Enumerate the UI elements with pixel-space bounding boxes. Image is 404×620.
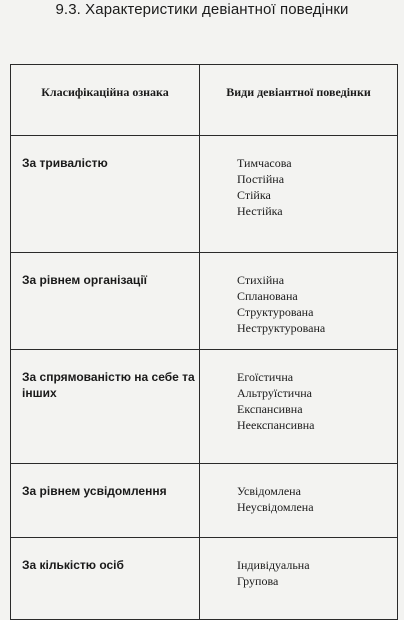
criterion-cell: За тривалістю — [11, 136, 200, 253]
type-item: Неусвідомлена — [237, 500, 314, 514]
types-list — [237, 369, 397, 433]
type-item: Спланована — [237, 289, 298, 303]
types-list — [237, 155, 397, 219]
types-list — [237, 557, 397, 589]
types-cell — [200, 538, 398, 620]
header-types — [200, 65, 398, 136]
deviant-behavior-table — [10, 64, 398, 620]
table-row — [11, 464, 398, 538]
type-item: Егоїстична — [237, 370, 294, 384]
type-item: Тимчасова — [237, 156, 292, 170]
type-item: Стихійна — [237, 273, 285, 287]
type-item: Індивідуальна — [237, 558, 310, 572]
types-list — [237, 483, 397, 515]
table-header-row — [11, 65, 398, 136]
types-cell — [200, 136, 398, 253]
table-row — [11, 253, 398, 350]
header-criterion — [11, 65, 200, 136]
type-item: Нестійка — [237, 204, 283, 218]
criterion-cell: За рівнем усвідомлення — [11, 464, 200, 538]
type-item: Постійна — [237, 172, 285, 186]
criterion-cell: За спрямованістю на себе та інших — [11, 350, 200, 464]
type-item: Неекспансивна — [237, 418, 315, 432]
type-item: Експансивна — [237, 402, 303, 416]
table-row — [11, 538, 398, 620]
page-title: 9.3. Характеристики девіантної поведінки — [55, 1, 349, 18]
type-item: Усвідомлена — [237, 484, 301, 498]
criterion-cell: За кількістю осіб — [11, 538, 200, 620]
type-item: Стійка — [237, 188, 271, 202]
types-cell — [200, 350, 398, 464]
table-row — [11, 136, 398, 253]
type-item: Групова — [237, 574, 279, 588]
type-item: Структурована — [237, 305, 314, 319]
criterion-cell: За рівнем організації — [11, 253, 200, 350]
table-row — [11, 350, 398, 464]
header-types-label: Види девіантної поведінки — [226, 85, 371, 99]
types-cell — [200, 464, 398, 538]
header-criterion-label: Класифікаційна ознака — [41, 85, 169, 99]
type-item: Альтруїстична — [237, 386, 313, 400]
types-cell — [200, 253, 398, 350]
type-item: Неструктурована — [237, 321, 326, 335]
types-list — [237, 272, 397, 336]
